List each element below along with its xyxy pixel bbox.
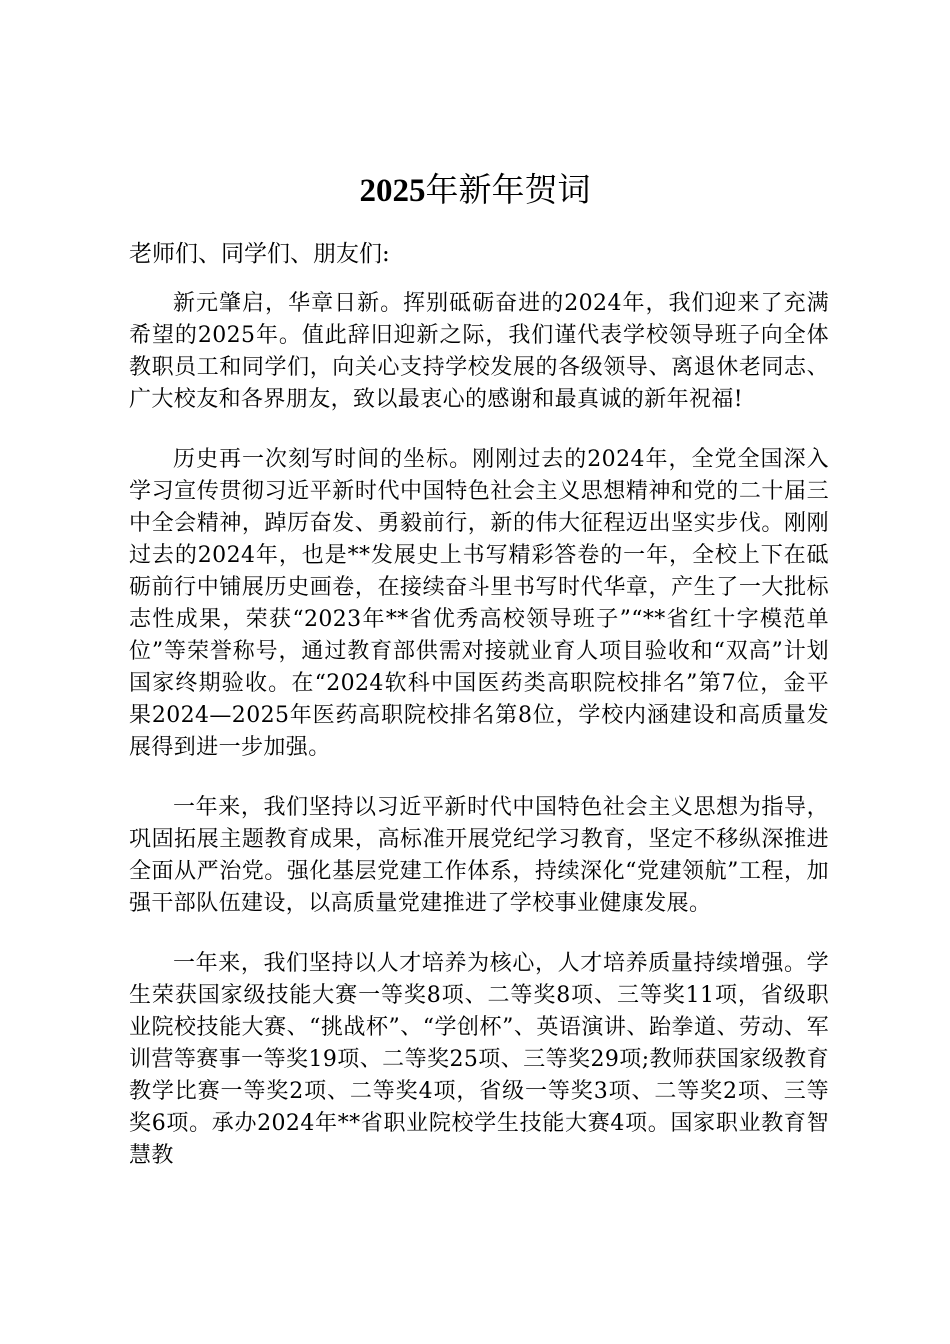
title-year: 2025 xyxy=(359,173,426,209)
paragraph-2: 历史再一次刻写时间的坐标。刚刚过去的2024年，全党全国深入学习宣传贯彻习近平新时代中国特色社会主义思想精神和党的二十届三中全会精神，踔厉奋发、勇毅前行，新的伟大征程迈出坚实步伐。刚刚过去的2024年，也是**发展史上书写精彩答卷的一年，全校上下在砥砺前行中铺展历史画卷，在接续奋斗里书写时代华章，产生了一大批标志性成果，荣获“2023年**省优秀高校领导班子”“**省红十字模范单位”等荣誉称号，通过教育部供需对接就业育人项目验收和“双高”计划国家终期验收。在“2024软科中国医药类高职院校排名”第7位，金平果2024—2025年医药高职院校排名第8位，学校内涵建设和高质量发展得到进一步加强。 xyxy=(129,447,829,760)
document-body xyxy=(129,288,829,1200)
title-text: 年新年贺词 xyxy=(425,170,591,209)
paragraph-3: 一年来，我们坚持以习近平新时代中国特色社会主义思想为指导，巩固拓展主题教育成果，高标准开展党纪学习教育，坚定不移纵深推进全面从严治党。强化基层党建工作体系，持续深化“党建领航”工程，加强干部队伍建设，以高质量党建推进了学校事业健康发展。 xyxy=(129,795,829,916)
salutation: 老师们、同学们、朋友们: xyxy=(129,241,390,267)
paragraph-4: 一年来，我们坚持以人才培养为核心，人才培养质量持续增强。学生荣获国家级技能大赛一等奖8项、二等奖8项、三等奖11项，省级职业院校技能大赛、“挑战杯”、“学创杯”、英语演讲、跆拳道、劳动、军训营等赛事一等奖19项、二等奖25项、三等奖29项;教师获国家级教育教学比赛一等奖2项、二等奖4项，省级一等奖3项、二等奖2项、三等奖6项。承办2024年**省职业院校学生技能大赛4项。国家职业教育智慧教 xyxy=(129,951,829,1168)
document-title xyxy=(0,168,950,213)
paragraph-1: 新元肇启，华章日新。挥别砥砺奋进的2024年，我们迎来了充满希望的2025年。值此辞旧迎新之际，我们谨代表学校领导班子向全体教职员工和同学们，向关心支持学校发展的各级领导、离退休老同志、广大校友和各界朋友，致以最衷心的感谢和最真诚的新年祝福! xyxy=(129,291,829,412)
